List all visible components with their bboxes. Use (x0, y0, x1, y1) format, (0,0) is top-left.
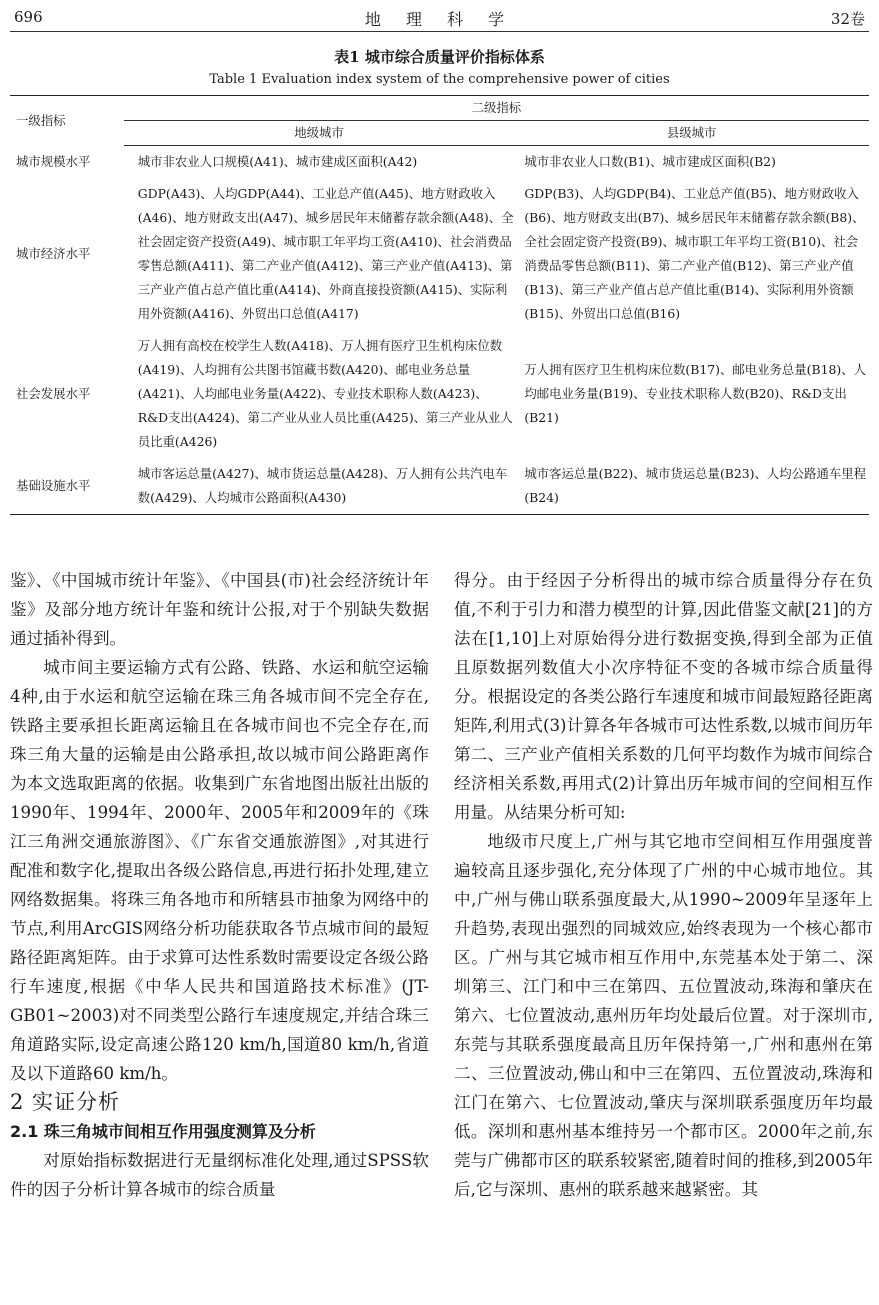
body-paragraph: 得分。由于经因子分析得出的城市综合质量得分存在负值,不利于引力和潜力模型的计算,因此借鉴文献[21]的方法在[1,10]上对原始得分进行数据变换,得到全部为正值且原数据列数值大小次序特征不变的各城市综合质量得分。根据设定的各类公路行车速度和城市间最短路径距离矩阵,利用式(3)计算各年各城市可达性系数,以城市间历年第二、三产业产值相关系数的几何平均数作为城市间综合经济相关系数,再用式(2)计算出历年城市间的空间相互作用量。从结果分析可知: (454, 571, 873, 822)
row-level1: 基础设施水平 (10, 458, 124, 515)
body-paragraph: 鉴》、《中国城市统计年鉴》、《中国县(市)社会经济统计年鉴》及部分地方统计年鉴和统计公报,对于个别缺失数据通过插补得到。 (10, 571, 429, 648)
subsection-heading: 2.1 珠三角城市间相互作用强度测算及分析 (10, 1122, 316, 1141)
row-county: 城市客运总量(B22)、城市货运总量(B23)、人均公路通车里程(B24) (514, 458, 869, 515)
table-caption-en: Table 1 Evaluation index system of the comprehensive power of cities (209, 72, 670, 87)
row-county: 万人拥有医疗卫生机构床位数(B17)、邮电业务总量(B18)、人均邮电业务量(B19)、专业技术职称人数(B20)、R&D支出(B21) (524, 362, 867, 425)
header-county: 县级城市 (514, 121, 869, 146)
row-level1: 城市规模水平 (16, 153, 91, 169)
index-table (10, 95, 869, 515)
body-paragraph: 对原始指标数据进行无量纲标准化处理,通过SPSS软件的因子分析计算各城市的综合质量 (10, 1151, 429, 1199)
table-row (10, 458, 869, 515)
row-prefecture: GDP(A43)、人均GDP(A44)、工业总产值(A45)、地方财政收入(A46)、地方财政支出(A47)、城乡居民年末储蓄存款余额(A48)、全社会固定资产投资(A49)、城市职工年平均工资(A410)、社会消费品零售总额(A411)、第二产业产值(A412)、第三产业产值(A413)、第三产业产值占总产值比重(A414)、外商直接投资额(A415)、实际利用外资额(A416)、外贸出口总值(A417) (137, 186, 514, 321)
header-rule (10, 31, 869, 32)
row-prefecture: 城市非农业人口规模(A41)、城市建成区面积(A42) (137, 154, 418, 169)
volume-label: 32卷 (830, 10, 865, 28)
right-column (454, 566, 873, 1204)
table-caption-zh: 表1 城市综合质量评价指标体系 (334, 48, 545, 66)
header-prefecture: 地级城市 (124, 121, 515, 146)
running-header (14, 4, 865, 30)
table-row (10, 330, 869, 458)
row-prefecture: 万人拥有高校在校学生人数(A418)、万人拥有医疗卫生机构床位数(A419)、人均拥有公共图书馆藏书数(A420)、邮电业务总量(A421)、人均邮电业务量(A422)、专业技术职称人数(A423)、R&D支出(A424)、第二产业从业人员比重(A425)、第三产业从业人员比重(A426) (137, 338, 513, 449)
row-level1: 城市经济水平 (16, 246, 91, 261)
body-paragraph: 地级市尺度上,广州与其它地市空间相互作用强度普遍较高且逐步强化,充分体现了广州的中心城市地位。其中,广州与佛山联系强度最大,从1990~2009年呈逐年上升趋势,表现出强烈的同城效应,始终表现为一个核心都市区。广州与其它城市相互作用中,东莞基本处于第二、深圳第三、江门和中三在第四、五位置波动,珠海和肇庆在第六、七位置波动,惠州历年均处最后位置。对于深圳市,东莞与其联系强度最高且历年保持第一,广州和惠州在第二、三位置波动,佛山和中三在第四、五位置波动,珠海和江门在第六、七位置波动,肇庆与深圳联系强度历年均最低。深圳和惠州基本维持另一个都市区。2000年之前,东莞与广佛都市区的联系较紧密,随着时间的推移,到2005年后,它与深圳、惠州的联系越来越紧密。其 (454, 832, 873, 1199)
table-row (10, 178, 869, 330)
body-paragraph: 城市间主要运输方式有公路、铁路、水运和航空运输4种,由于水运和航空运输在珠三角各城市间不完全存在,铁路主要承担长距离运输且在各城市间也不完全存在,而珠三角大量的运输是由公路承担,故以城市间公路距离作为本文选取距离的依据。收集到广东省地图出版社出版的1990年、1994年、2000年、2005年和2009年的《珠江三角洲交通旅游图》、《广东省交通旅游图》,对其进行配准和数字化,提取出各级公路信息,再进行拓扑处理,建立网络数据集。将珠三角各地市和所辖县市抽象为网络中的节点,利用ArcGIS网络分析功能获取各节点城市间的最短路径距离矩阵。由于求算可达性系数时需要设定各级公路行车速度,根据《中华人民共和国道路技术标准》(JT-GB01~2003)对不同类型公路行车速度规定,并结合珠三角道路实际,设定高速公路120 km/h,国道80 km/h,省道及以下道路60 km/h。 (10, 658, 429, 1083)
header-level2: 二级指标 (124, 96, 869, 121)
row-prefecture: 城市客运总量(A427)、城市货运总量(A428)、万人拥有公共汽电车数(A429)、人均城市公路面积(A430) (124, 458, 515, 515)
row-level1: 社会发展水平 (16, 386, 91, 401)
table-row (10, 146, 869, 179)
header-level1: 一级指标 (10, 96, 124, 146)
row-county: GDP(B3)、人均GDP(B4)、工业总产值(B5)、地方财政收入(B6)、地方财政支出(B7)、城乡居民年末储蓄存款余额(B8)、全社会固定资产投资(B9)、城市职工年平均工资(B10)、社会消费品零售总额(B11)、第二产业产值(B12)、第三产业产值(B13)、第三产业产值占总产值比重(B14)、实际利用外资额(B15)、外贸出口总值(B16) (524, 186, 865, 321)
journal-title: 地 理 科 学 (364, 10, 515, 29)
left-column (10, 566, 429, 1204)
page-number: 696 (14, 8, 43, 26)
section-heading: 2 实证分析 (10, 1090, 121, 1114)
row-county: 城市非农业人口数(B1)、城市建成区面积(B2) (524, 154, 776, 169)
